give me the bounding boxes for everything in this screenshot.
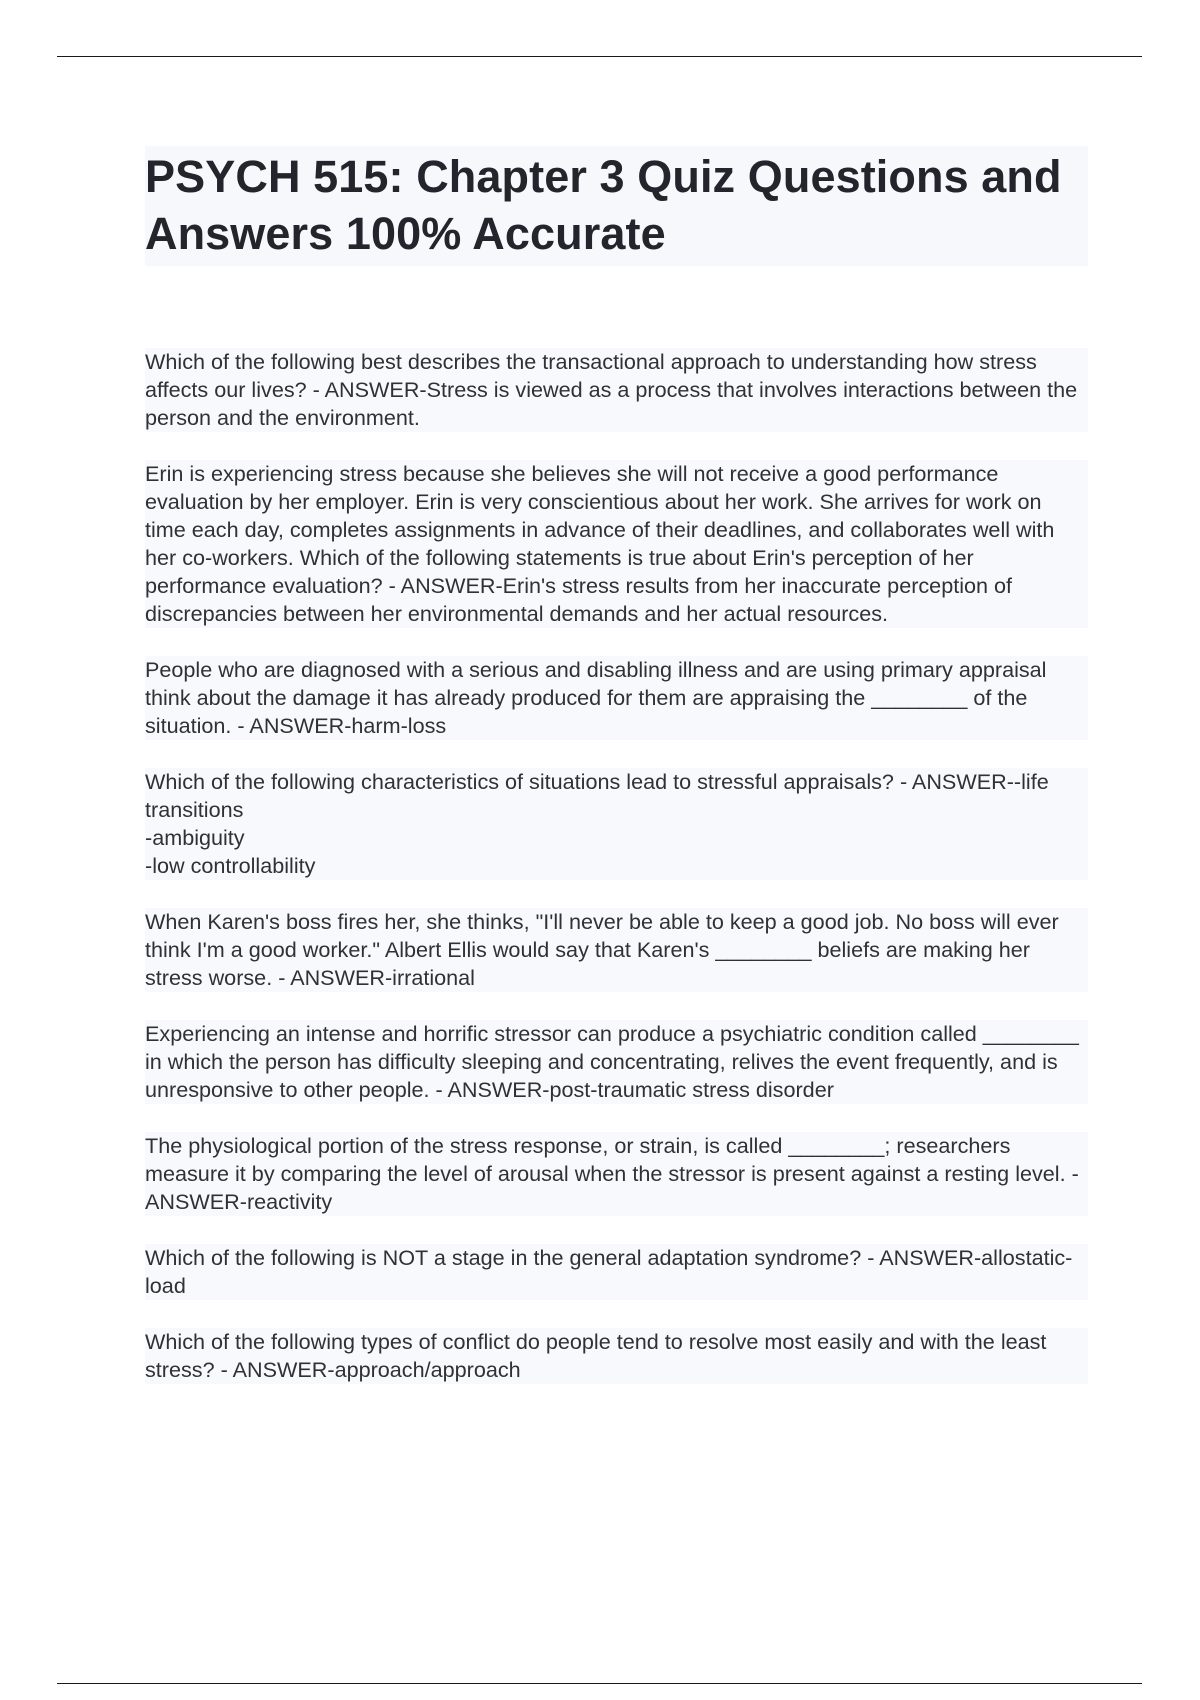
qa-list xyxy=(145,348,1088,1384)
qa-item-7: The physiological portion of the stress response, or strain, is called ________; researchers measure it by comparing the level of arousal when the stressor is present against a resting level. - ANSWER-reactivity xyxy=(145,1132,1088,1216)
qa-item-5: When Karen's boss fires her, she thinks, "I'll never be able to keep a good job. No boss will ever think I'm a good worker." Albert Ellis would say that Karen's ________ beliefs are making her stress worse. - ANSWER-irrational xyxy=(145,908,1088,992)
document-title: PSYCH 515: Chapter 3 Quiz Questions and Answers 100% Accurate xyxy=(145,151,1062,259)
qa-item-6: Experiencing an intense and horrific stressor can produce a psychiatric condition called ________ in which the person has difficulty sleeping and concentrating, relives the event frequently, and is unresponsive to other people. - ANSWER-post-traumatic stress disorder xyxy=(145,1020,1088,1104)
qa-item-4: Which of the following characteristics of situations lead to stressful appraisals? - ANSWER--life transitions -ambiguity -low controllability xyxy=(145,768,1088,880)
bottom-rule xyxy=(57,1683,1142,1684)
top-rule xyxy=(57,56,1142,57)
title-block xyxy=(145,146,1088,266)
qa-item-8: Which of the following is NOT a stage in the general adaptation syndrome? - ANSWER-allostatic-load xyxy=(145,1244,1088,1300)
qa-item-2: Erin is experiencing stress because she believes she will not receive a good performance evaluation by her employer. Erin is very conscientious about her work. She arrives for work on time each day, completes assignments in advance of their deadlines, and collaborates well with her co-workers. Which of the following statements is true about Erin's perception of her performance evaluation? - ANSWER-Erin's stress results from her inaccurate perception of discrepancies between her environmental demands and her actual resources. xyxy=(145,460,1088,628)
page-content xyxy=(145,146,1088,1412)
qa-item-9: Which of the following types of conflict do people tend to resolve most easily and with the least stress? - ANSWER-approach/approach xyxy=(145,1328,1088,1384)
qa-item-3: People who are diagnosed with a serious and disabling illness and are using primary appraisal think about the damage it has already produced for them are appraising the ________ of the situation. - ANSWER-harm-loss xyxy=(145,656,1088,740)
qa-item-1: Which of the following best describes the transactional approach to understanding how stress affects our lives? - ANSWER-Stress is viewed as a process that involves interactions between the person and the environment. xyxy=(145,348,1088,432)
